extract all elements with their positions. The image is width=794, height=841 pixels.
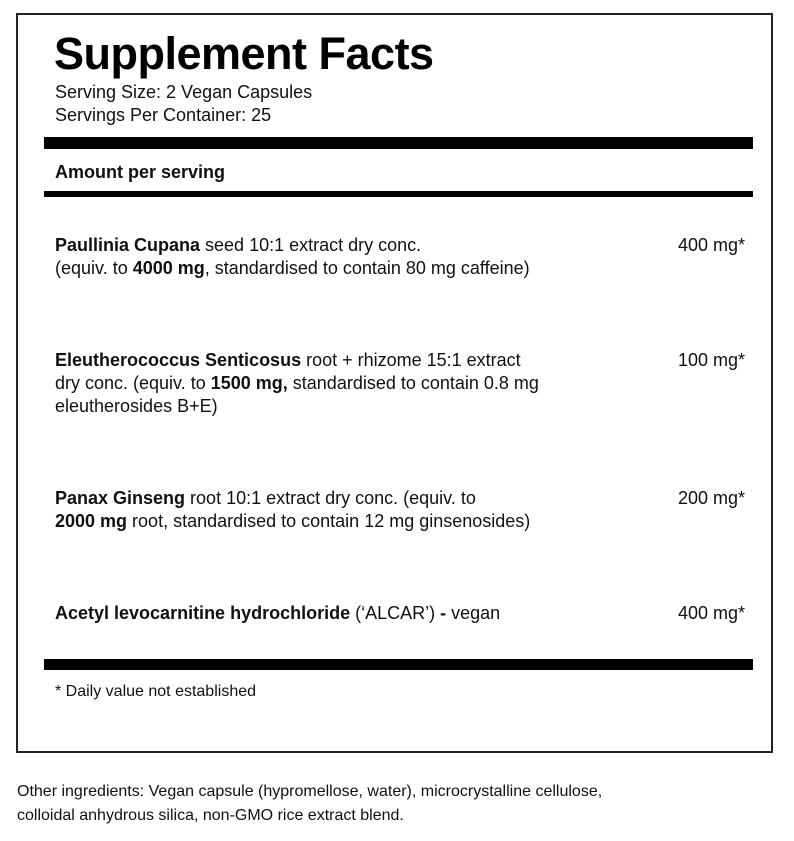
divider-under-header bbox=[44, 191, 753, 197]
thick-divider-top bbox=[44, 137, 753, 149]
other-ingredients-line: colloidal anhydrous silica, non-GMO rice extract blend. bbox=[17, 807, 404, 824]
text: standardised to contain 0.8 mg bbox=[287, 373, 539, 393]
text: root, standardised to contain 12 mg ginsenosides) bbox=[127, 511, 531, 531]
text: eleutherosides B+E) bbox=[55, 396, 218, 416]
ingredient-amount: 400 mg* bbox=[677, 603, 745, 623]
other-ingredients-line: Other ingredients: Vegan capsule (hypromellose, water), microcrystalline cellulose, bbox=[17, 783, 603, 800]
text: seed 10:1 extract dry conc. bbox=[200, 235, 422, 255]
text: (‘ALCAR’) bbox=[350, 603, 441, 623]
bold-text: Panax Ginseng bbox=[55, 488, 186, 508]
text: root + rhizome 15:1 extract bbox=[301, 350, 521, 370]
panel-title: Supplement Facts bbox=[54, 28, 434, 79]
text: vegan bbox=[446, 603, 501, 623]
text: dry conc. (equiv. to bbox=[55, 373, 211, 393]
ingredient-description bbox=[55, 602, 615, 625]
bold-text: 2000 mg bbox=[55, 511, 128, 531]
amount-per-serving-header: Amount per serving bbox=[55, 162, 226, 182]
bold-text: 1500 mg, bbox=[210, 373, 288, 393]
bold-text: - bbox=[440, 603, 447, 623]
ingredient-description bbox=[55, 234, 615, 280]
other-ingredients bbox=[17, 780, 757, 828]
ingredient-description-line bbox=[55, 234, 615, 257]
ingredient-amount: 200 mg* bbox=[677, 488, 745, 508]
ingredient-description-line bbox=[55, 349, 615, 372]
ingredient-amount: 400 mg* bbox=[677, 235, 745, 255]
bold-text: Acetyl levocarnitine hydrochloride bbox=[55, 603, 351, 623]
ingredient-description-line bbox=[55, 602, 615, 625]
ingredient-description-line bbox=[55, 487, 615, 510]
ingredient-description-line bbox=[55, 510, 615, 533]
bold-text: Paullinia Cupana bbox=[55, 235, 201, 255]
text: (equiv. to bbox=[55, 258, 133, 278]
supplement-facts-panel bbox=[16, 13, 773, 753]
daily-value-footnote: * Daily value not established bbox=[55, 683, 257, 700]
ingredient-description bbox=[55, 487, 615, 533]
ingredient-description bbox=[55, 349, 615, 418]
bold-text: Eleutherococcus Senticosus bbox=[55, 350, 302, 370]
ingredient-description-line bbox=[55, 395, 615, 418]
ingredient-description-line bbox=[55, 372, 615, 395]
thick-divider-bottom bbox=[44, 659, 753, 670]
text: root 10:1 extract dry conc. (equiv. to bbox=[185, 488, 476, 508]
serving-size: Serving Size: 2 Vegan Capsules bbox=[55, 82, 313, 102]
bold-text: 4000 mg bbox=[132, 258, 205, 278]
servings-per-container: Servings Per Container: 25 bbox=[55, 105, 272, 125]
ingredient-amount: 100 mg* bbox=[677, 350, 745, 370]
text: , standardised to contain 80 mg caffeine) bbox=[204, 258, 530, 278]
ingredient-description-line bbox=[55, 257, 615, 280]
